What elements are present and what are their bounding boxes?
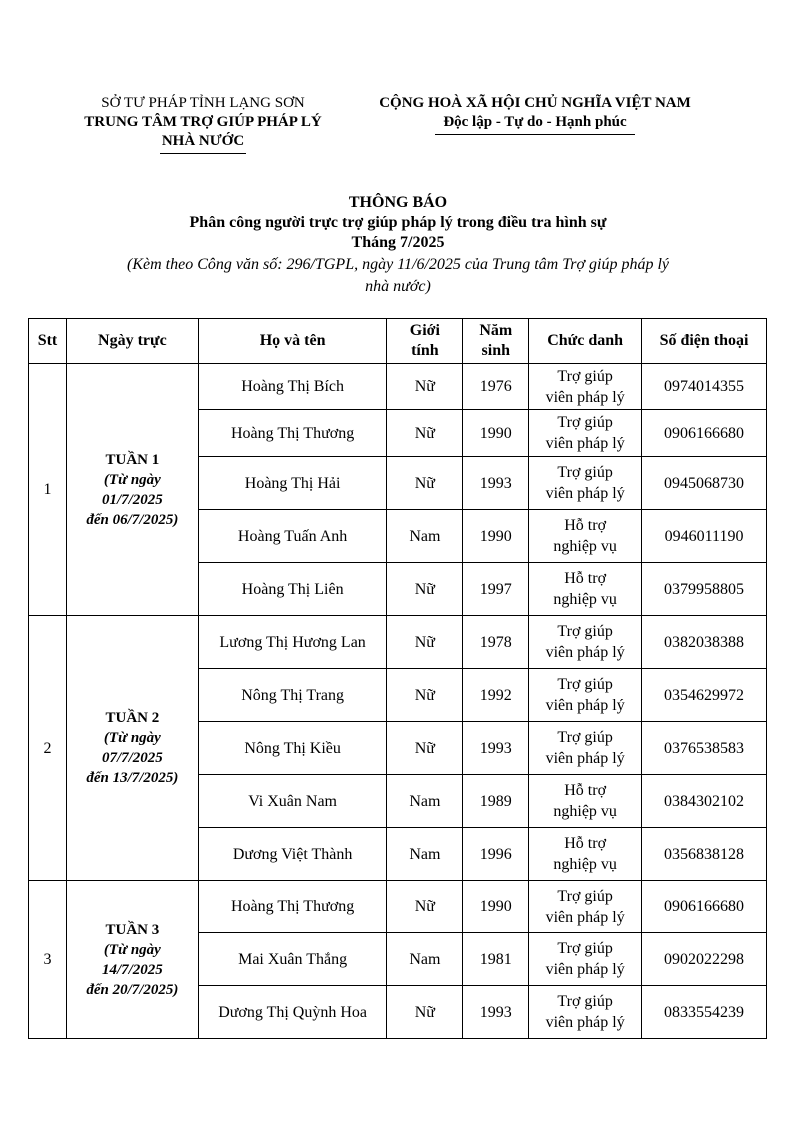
person-gender: Nữ [387, 881, 463, 933]
person-role [529, 933, 642, 986]
person-role-line2: viên pháp lý [545, 908, 625, 926]
person-gender: Nữ [387, 364, 463, 410]
motto-underline [435, 134, 635, 135]
person-role-line1: Hỗ trợ [564, 835, 607, 852]
person-name: Dương Việt Thành [198, 828, 387, 881]
person-phone: 0382038388 [642, 616, 767, 669]
week-dates-line3: đến 06/7/2025) [86, 511, 179, 528]
person-phone: 0906166680 [642, 881, 767, 933]
week-dates-line1: (Từ ngày [103, 730, 161, 746]
org-name-line1: TRUNG TÂM TRỢ GIÚP PHÁP LÝ [84, 114, 322, 130]
duty-roster-table [28, 318, 767, 1039]
person-birth-year: 1981 [463, 933, 529, 986]
header-right [360, 94, 710, 135]
person-role-line2: nghiệp vụ [553, 803, 617, 820]
person-name: Mai Xuân Thắng [198, 933, 387, 986]
notice-month: Tháng 7/2025 [351, 234, 445, 251]
person-name: Dương Thị Quỳnh Hoa [198, 986, 387, 1039]
person-name: Nông Thị Kiều [198, 722, 387, 775]
person-phone: 0945068730 [642, 457, 767, 510]
person-role-line1: Hỗ trợ [564, 517, 607, 534]
person-phone: 0379958805 [642, 563, 767, 616]
person-name: Hoàng Thị Hải [198, 457, 387, 510]
person-name: Lương Thị Hương Lan [198, 616, 387, 669]
org-parent: SỞ TƯ PHÁP TỈNH LẠNG SƠN [101, 95, 305, 111]
week-dates-line1: (Từ ngày [103, 471, 161, 488]
person-birth-year: 1990 [463, 510, 529, 563]
person-role [529, 722, 642, 775]
person-phone: 0356838128 [642, 828, 767, 881]
person-role-line1: Hỗ trợ [564, 782, 607, 799]
person-gender: Nam [387, 933, 463, 986]
person-role-line2: viên pháp lý [545, 485, 625, 502]
week-title: TUẦN 2 [105, 710, 160, 726]
stt-cell: 2 [29, 616, 67, 881]
person-role-line2: viên pháp lý [545, 961, 625, 978]
person-gender: Nam [387, 510, 463, 563]
person-phone: 0376538583 [642, 722, 767, 775]
person-role-line2: viên pháp lý [545, 388, 625, 406]
person-role-line1: Hỗ trợ [564, 570, 607, 587]
person-name: Hoàng Tuấn Anh [198, 510, 387, 563]
duty-week-cell [66, 881, 198, 1039]
notice-title-block [60, 193, 736, 297]
person-phone: 0384302102 [642, 775, 767, 828]
person-role-line2: viên pháp lý [545, 750, 625, 767]
person-birth-year: 1989 [463, 775, 529, 828]
person-role-line2: viên pháp lý [545, 1014, 625, 1031]
person-role-line2: viên pháp lý [545, 644, 625, 661]
person-gender: Nữ [387, 669, 463, 722]
person-role-line2: viên pháp lý [545, 697, 625, 714]
person-birth-year: 1990 [463, 881, 529, 933]
person-gender: Nữ [387, 563, 463, 616]
person-gender: Nam [387, 775, 463, 828]
person-role [529, 669, 642, 722]
person-role-line1: Trợ giúp [557, 940, 613, 957]
person-gender: Nữ [387, 722, 463, 775]
week-title: TUẦN 1 [105, 451, 160, 468]
person-role [529, 563, 642, 616]
person-birth-year: 1993 [463, 722, 529, 775]
person-name: Hoàng Thị Thương [198, 881, 387, 933]
col-birth-line2: sinh [481, 342, 510, 359]
person-role [529, 775, 642, 828]
col-day: Ngày trực [66, 319, 198, 364]
national-motto: Độc lập - Tự do - Hạnh phúc [443, 114, 627, 130]
person-birth-year: 1978 [463, 616, 529, 669]
person-phone: 0974014355 [642, 364, 767, 410]
person-birth-year: 1993 [463, 986, 529, 1039]
org-name-line2: NHÀ NƯỚC [161, 133, 245, 149]
person-role [529, 986, 642, 1039]
week-dates-line2: 07/7/2025 [101, 750, 163, 766]
person-name: Hoàng Thị Bích [198, 364, 387, 410]
person-birth-year: 1996 [463, 828, 529, 881]
notice-reference-line1: (Kèm theo Công văn số: 296/TGPL, ngày 11/6/2025 của Trung tâm Trợ giúp pháp lý [126, 256, 670, 273]
col-gender [387, 319, 463, 364]
person-role-line1: Trợ giúp [557, 464, 613, 481]
person-phone: 0906166680 [642, 410, 767, 457]
person-role-line1: Trợ giúp [557, 887, 613, 905]
stt-cell: 1 [29, 364, 67, 616]
person-birth-year: 1990 [463, 410, 529, 457]
col-name: Họ và tên [198, 319, 387, 364]
person-role [529, 616, 642, 669]
person-phone: 0902022298 [642, 933, 767, 986]
person-birth-year: 1992 [463, 669, 529, 722]
person-phone: 0833554239 [642, 986, 767, 1039]
person-role [529, 510, 642, 563]
person-role-line1: Trợ giúp [557, 993, 613, 1010]
person-role-line1: Trợ giúp [557, 729, 613, 746]
col-birth-year [463, 319, 529, 364]
col-phone: Số điện thoại [642, 319, 767, 364]
person-role-line1: Trợ giúp [557, 414, 613, 431]
table-row [29, 881, 767, 933]
person-role [529, 457, 642, 510]
person-phone: 0946011190 [642, 510, 767, 563]
person-role-line1: Trợ giúp [557, 623, 613, 640]
person-name: Vi Xuân Nam [198, 775, 387, 828]
person-role-line1: Trợ giúp [557, 676, 613, 693]
table-header-row [29, 319, 767, 364]
table-row [29, 616, 767, 669]
person-phone: 0354629972 [642, 669, 767, 722]
person-birth-year: 1997 [463, 563, 529, 616]
week-dates-line3: đến 13/7/2025) [86, 770, 179, 786]
person-name: Nông Thị Trang [198, 669, 387, 722]
notice-title: THÔNG BÁO [348, 194, 448, 211]
person-birth-year: 1993 [463, 457, 529, 510]
person-role [529, 364, 642, 410]
duty-week-cell [66, 364, 198, 616]
notice-reference-line2: nhà nước) [365, 278, 431, 295]
org-underline [160, 153, 246, 154]
col-gender-line2: tính [411, 342, 439, 359]
person-role [529, 410, 642, 457]
person-role-line1: Trợ giúp [557, 367, 613, 385]
notice-subject: Phân công người trực trợ giúp pháp lý trong điều tra hình sự [189, 214, 607, 231]
person-role-line2: nghiệp vụ [553, 591, 617, 608]
stt-cell: 3 [29, 881, 67, 1039]
week-dates-line2: 01/7/2025 [101, 491, 163, 508]
person-name: Hoàng Thị Liên [198, 563, 387, 616]
person-role [529, 881, 642, 933]
col-role: Chức danh [529, 319, 642, 364]
country-name: CỘNG HOÀ XÃ HỘI CHỦ NGHĨA VIỆT NAM [379, 95, 691, 111]
person-gender: Nữ [387, 457, 463, 510]
person-role [529, 828, 642, 881]
week-dates-line3: đến 20/7/2025) [86, 981, 179, 998]
person-role-line2: nghiệp vụ [553, 856, 617, 873]
person-birth-year: 1976 [463, 364, 529, 410]
person-role-line2: viên pháp lý [545, 435, 625, 452]
week-title: TUẦN 3 [105, 921, 160, 938]
week-dates-line2: 14/7/2025 [101, 961, 163, 978]
duty-week-cell [66, 616, 198, 881]
person-gender: Nữ [387, 410, 463, 457]
person-gender: Nữ [387, 616, 463, 669]
week-dates-line1: (Từ ngày [103, 941, 161, 958]
person-gender: Nữ [387, 986, 463, 1039]
header-left [68, 94, 338, 154]
col-gender-line1: Giới [409, 322, 440, 339]
table-row [29, 364, 767, 410]
col-stt: Stt [29, 319, 67, 364]
person-gender: Nam [387, 828, 463, 881]
col-birth-line1: Năm [479, 322, 513, 339]
person-name: Hoàng Thị Thương [198, 410, 387, 457]
person-role-line2: nghiệp vụ [553, 538, 617, 555]
